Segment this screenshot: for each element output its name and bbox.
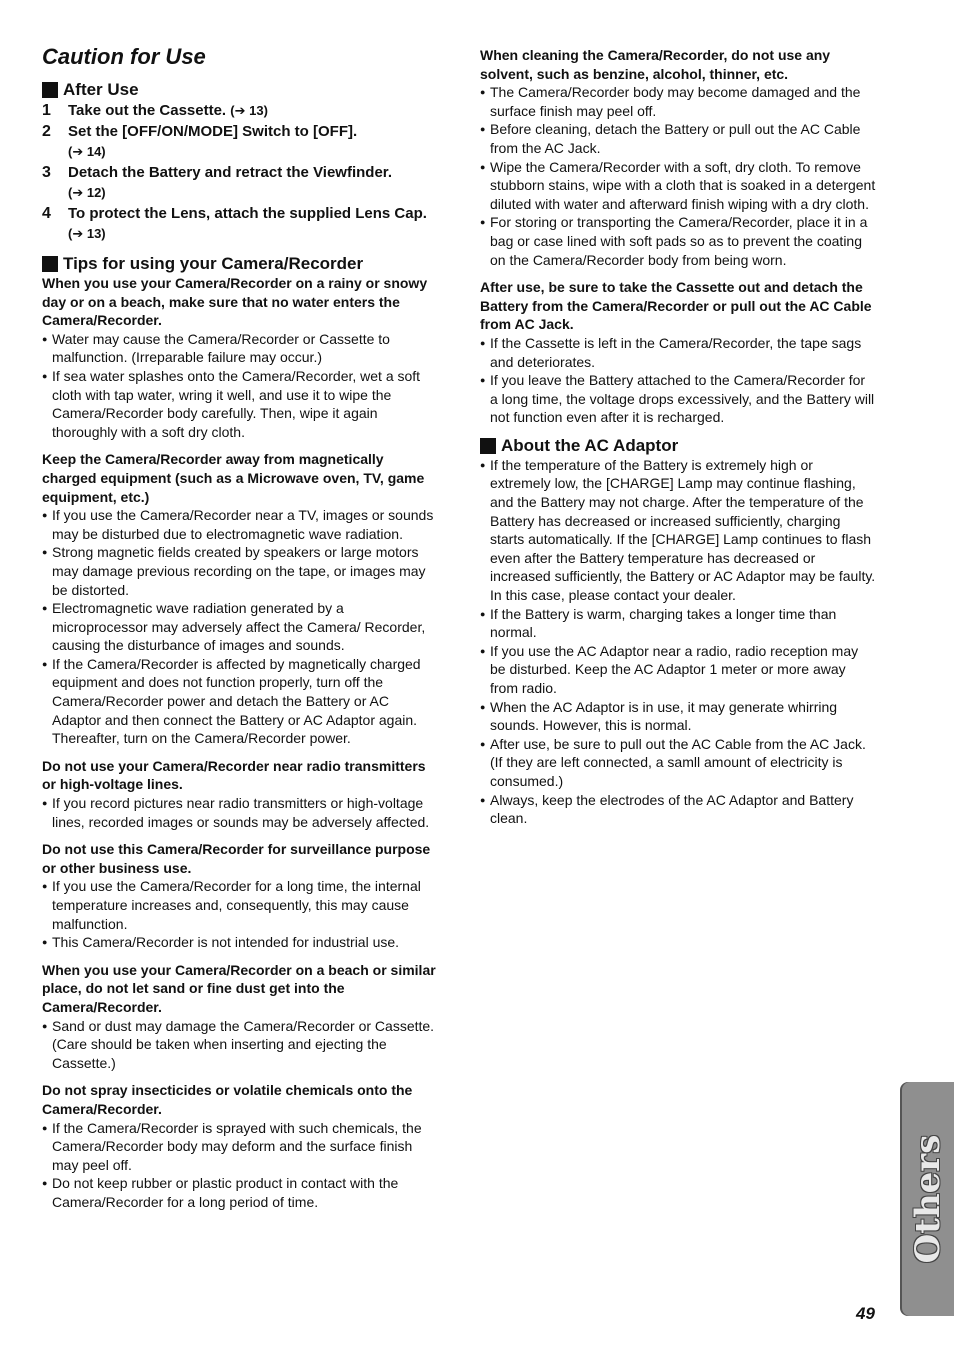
step-number: 1: [42, 102, 51, 119]
step-text-main: Take out the Cassette.: [68, 102, 227, 119]
list-item: ● If the temperature of the Battery is extremely high or extremely low, the [CHARGE] Lamp may continue flashing, and the Battery may not charge. After the temperature of the Battery has decreased or increased sufficiently, charging starts automatically. If the [CHARGE] Lamp continues to flash even after the Battery temperature has decreased or increased sufficiently, the Battery or AC Adaptor may be faulty. In this case, please contact your dealer.: [480, 456, 876, 605]
side-tab-label: Others: [908, 1134, 948, 1264]
step-text: Set the [OFF/ON/MODE] Switch to [OFF].: [68, 123, 358, 140]
list-item: ● Always, keep the electrodes of the AC Adaptor and Battery clean.: [480, 791, 876, 828]
caution-heading: When you use your Camera/Recorder on a beach or similar place, do not let sand or fine dust get into the Camera/Recorder.: [42, 961, 436, 1015]
step-text-main: To protect the Lens, attach the supplied Lens Cap.: [68, 205, 427, 222]
list-item: ● This Camera/Recorder is not intended for industrial use.: [42, 933, 438, 952]
list-item: ● Strong magnetic fields created by speakers or large motors may damage previous recording on the tape, or images may be distorted.: [42, 543, 438, 599]
tips-block: [42, 961, 438, 1073]
caution-heading: Do not use this Camera/Recorder for surveillance purpose or other business use.: [42, 841, 431, 876]
tips-block: [42, 450, 438, 748]
after-use-steps: [42, 101, 438, 244]
tips-block: [42, 1081, 438, 1211]
list-item: ● The Camera/Recorder body may become damaged and the surface finish may peel off.: [480, 83, 876, 120]
list-item: ● Water may cause the Camera/Recorder or Cassette to malfunction. (Irreparable failure may occur.): [42, 330, 438, 367]
list-item: ● If you use the Camera/Recorder near a TV, images or sounds may be disturbed due to electromagnetic wave radiation.: [42, 506, 438, 543]
bullet-list: [42, 1119, 438, 1212]
left-column: [42, 42, 438, 1212]
after-use-heading-text: After Use: [63, 80, 139, 99]
right-column: [480, 46, 876, 828]
bullet-list: [480, 83, 876, 269]
section-square-icon: [42, 82, 58, 98]
list-item: ● If you use the AC Adaptor near a radio, radio reception may be disturbed. Keep the AC Adaptor 1 meter or more away from radio.: [480, 642, 876, 698]
tips-block: [42, 274, 438, 441]
step-number: 4: [42, 205, 51, 222]
list-item: ● For storing or transporting the Camera/Recorder, place it in a bag or case lined with soft pads so as to prevent the coating on the Camera/Recorder body from being worn.: [480, 213, 876, 269]
list-item: ● Before cleaning, detach the Battery or pull out the AC Cable from the AC Jack.: [480, 120, 876, 157]
bullet-list: [480, 456, 876, 828]
list-item: ● If sea water splashes onto the Camera/Recorder, wet a soft cloth with tap water, wring it well, and use it to wipe the Camera/Recorder body carefully. Then, wipe it again thoroughly with a soft dry cloth.: [42, 367, 438, 441]
step-text: [68, 204, 438, 244]
tips-heading: [42, 254, 438, 274]
bullet-list: [42, 506, 438, 748]
list-item: ● If the Camera/Recorder is affected by magnetically charged equipment and does not function properly, turn off the Camera/Recorder power and detach the Battery or AC Adaptor and then connect the Battery or AC Adaptor again. Thereafter, turn on the Camera/Recorder power.: [42, 655, 438, 748]
caution-heading: Do not spray insecticides or volatile chemicals onto the Camera/Recorder.: [42, 1082, 413, 1117]
step-4: [42, 204, 438, 244]
bullet-list: [42, 330, 438, 442]
step-number: 2: [42, 123, 51, 140]
list-item: ● After use, be sure to pull out the AC Cable from the AC Jack. (If they are left connected, a samll amount of electricity is consumed.): [480, 735, 876, 791]
caution-heading: After use, be sure to take the Cassette out and detach the Battery from the Camera/Recorder or pull out the AC Cable from AC Jack.: [480, 279, 872, 333]
others-side-tab: [902, 1082, 954, 1316]
step-text: [68, 101, 268, 121]
list-item: ● Wipe the Camera/Recorder with a soft, dry cloth. To remove stubborn stains, wipe with a cloth that is soaked in a detergent diluted with water and afterward finish wiping with a dry cloth.: [480, 158, 876, 214]
section-square-icon: [480, 438, 496, 454]
page-title: Caution for Use: [42, 44, 206, 69]
caution-heading: Do not use your Camera/Recorder near radio transmitters or high-voltage lines.: [42, 757, 426, 793]
list-item: ● When the AC Adaptor is in use, it may generate whirring sounds. However, this is normal.: [480, 698, 876, 735]
page-ref: (➔ 13): [230, 103, 268, 118]
page-ref: (➔ 13): [68, 226, 106, 241]
page-ref: (➔ 14): [68, 144, 106, 159]
step-2: [42, 122, 438, 142]
list-item: ● If you use the Camera/Recorder for a long time, the internal temperature increases and, consequently, this may cause malfunction.: [42, 877, 438, 933]
list-item: ● If the Cassette is left in the Camera/Recorder, the tape sags and deteriorates.: [480, 334, 876, 371]
step-number: 3: [42, 164, 51, 181]
bullet-list: [480, 334, 876, 427]
page-ref: (➔ 12): [68, 185, 106, 200]
bullet-list: [42, 1017, 438, 1073]
tips-heading-text: Tips for using your Camera/Recorder: [63, 254, 364, 273]
step-text: Detach the Battery and retract the Viewfinder.: [68, 164, 392, 181]
section-square-icon: [42, 256, 58, 272]
bullet-list: [42, 794, 438, 831]
bullet-list: [42, 877, 438, 951]
list-item: ● If you leave the Battery attached to the Camera/Recorder for a long time, the voltage drops excessively, and the Battery will not function even after it is recharged.: [480, 371, 876, 427]
ac-adaptor-heading-text: About the AC Adaptor: [501, 435, 679, 455]
list-item: ● If the Battery is warm, charging takes a longer time than normal.: [480, 605, 876, 642]
page-number: 49: [856, 1304, 875, 1323]
list-item: ● Sand or dust may damage the Camera/Recorder or Cassette. (Care should be taken when inserting and ejecting the Cassette.): [42, 1017, 438, 1073]
caution-heading: Keep the Camera/Recorder away from magnetically charged equipment (such as a Microwave oven, TV, game equipment, etc.): [42, 451, 425, 505]
list-item: ● Do not keep rubber or plastic product in contact with the Camera/Recorder for a long period of time.: [42, 1174, 438, 1211]
tips-block: [42, 840, 438, 952]
step-3: [42, 163, 438, 183]
list-item: ● If the Camera/Recorder is sprayed with such chemicals, the Camera/Recorder body may deform and the surface finish may peel off.: [42, 1119, 438, 1175]
after-use-heading: [42, 80, 438, 100]
tips-block: [42, 757, 438, 831]
ac-adaptor-heading: [480, 436, 876, 456]
after-use-block: [480, 278, 876, 427]
caution-heading: When cleaning the Camera/Recorder, do not use any solvent, such as benzine, alcohol, thinner, etc.: [480, 47, 831, 82]
cleaning-block: [480, 46, 876, 269]
list-item: ● Electromagnetic wave radiation generated by a microprocessor may adversely affect the Camera/ Recorder, causing the disturbance of images and sounds.: [42, 599, 438, 655]
step-1: [42, 101, 438, 121]
caution-heading: When you use your Camera/Recorder on a rainy or snowy day or on a beach, make sure that no water enters the Camera/Recorder.: [42, 275, 428, 329]
list-item: ● If you record pictures near radio transmitters or high-voltage lines, recorded images or sounds may be adversely affected.: [42, 794, 438, 831]
